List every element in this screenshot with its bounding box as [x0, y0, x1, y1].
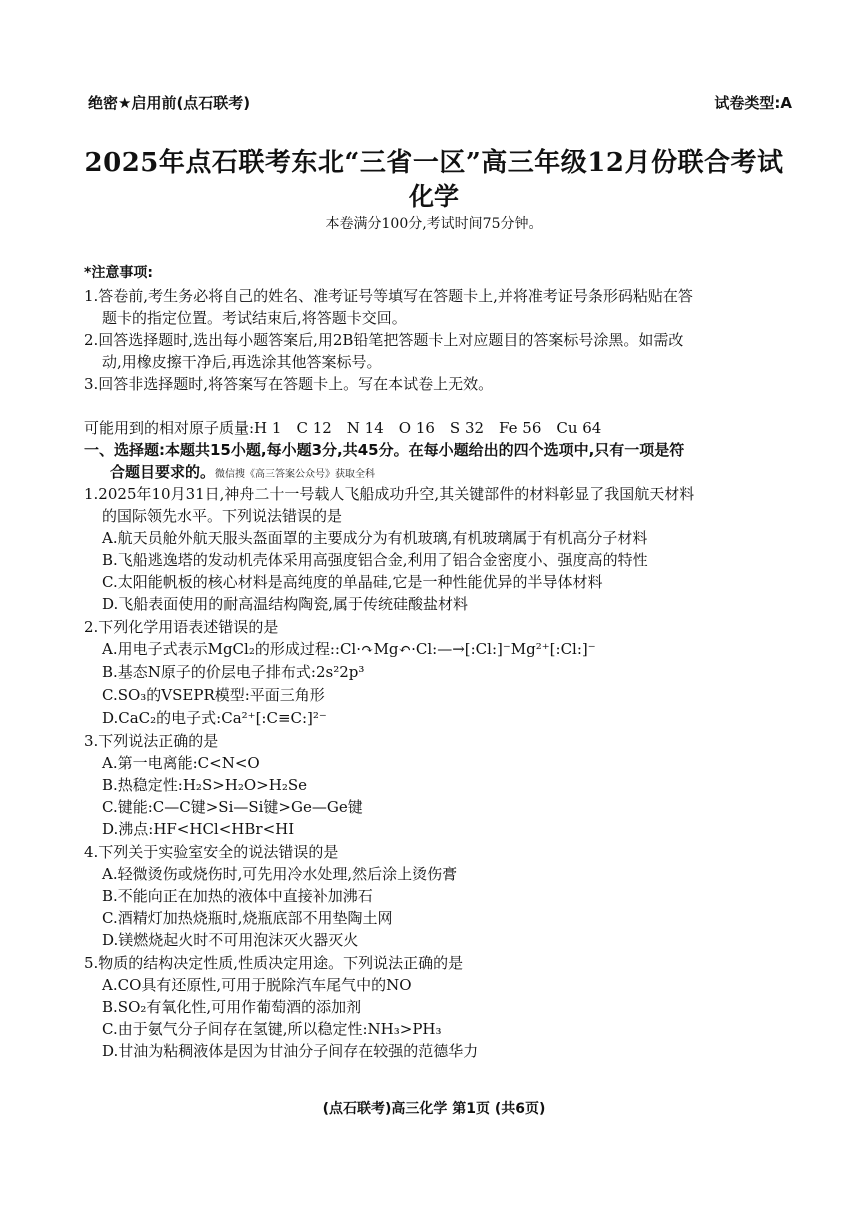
question-stem: 5.物质的结构决定性质,性质决定用途。下列说法正确的是 [84, 954, 464, 972]
section-heading: 一、选择题:本题共15小题,每小题3分,共45分。在每小题给出的四个选项中,只有一项是符 [84, 441, 685, 459]
notice-line: 3.回答非选择题时,将答案写在答题卡上。写在本试卷上无效。 [84, 375, 494, 393]
option: A.用电子式表示MgCl₂的形成过程::Cl·↷Mg↶·Cl:—→[:Cl:]⁻Mg²⁺[:Cl:]⁻ [102, 640, 596, 658]
option: A.CO具有还原性,可用于脱除汽车尾气中的NO [102, 976, 412, 994]
notice-line: 1.答卷前,考生务必将自己的姓名、准考证号等填写在答题卡上,并将准考证号条形码粘贴在答 [84, 287, 693, 305]
option: D.甘油为粘稠液体是因为甘油分子间存在较强的范德华力 [102, 1042, 479, 1060]
option: D.CaC₂的电子式:Ca²⁺[:C≡C:]²⁻ [102, 709, 327, 727]
atomic-mass-line: 可能用到的相对原子质量:H 1 C 12 N 14 O 16 S 32 Fe 56 Cu 64 [84, 419, 602, 437]
option: B.飞船逃逸塔的发动机壳体采用高强度铝合金,利用了铝合金密度小、强度高的特性 [102, 551, 648, 569]
page-title: 2025年点石联考东北“三省一区”高三年级12月份联合考试 [84, 148, 784, 178]
option: A.第一电离能:C<N<O [102, 754, 260, 772]
paper-type-label: 试卷类型:A [714, 94, 792, 112]
notice-heading: *注意事项: [84, 265, 153, 281]
question-stem: 3.下列说法正确的是 [84, 732, 219, 750]
notice-line: 2.回答选择题时,选出每小题答案后,用2B铅笔把答题卡上对应题目的答案标号涂黑。如需改 [84, 331, 684, 349]
page-subtitle: 化学 [408, 182, 459, 211]
option: C.酒精灯加热烧瓶时,烧瓶底部不用垫陶土网 [102, 909, 393, 927]
option: C.SO₃的VSEPR模型:平面三角形 [102, 686, 325, 704]
option: A.轻微烫伤或烧伤时,可先用冷水处理,然后涂上烫伤膏 [102, 865, 458, 883]
notice-line: 题卡的指定位置。考试结束后,将答题卡交回。 [102, 309, 407, 327]
page-footer: (点石联考)高三化学 第1页 (共6页) [322, 1101, 546, 1117]
watermark-text: 微信搜《高三答案公众号》获取全科 [215, 469, 376, 480]
section-heading-line2: 合题目要求的。 [110, 463, 216, 481]
option: B.热稳定性:H₂S>H₂O>H₂Se [102, 776, 307, 794]
question-stem: 1.2025年10月31日,神舟二十一号载人飞船成功升空,其关键部件的材料彰显了我国航天材料 [84, 485, 695, 503]
option: D.飞船表面使用的耐高温结构陶瓷,属于传统硅酸盐材料 [102, 595, 469, 613]
confidential-label: 绝密★启用前(点石联考) [88, 94, 251, 112]
exam-info: 本卷满分100分,考试时间75分钟。 [325, 216, 543, 232]
notice-line: 动,用橡皮擦干净后,再选涂其他答案标号。 [102, 353, 382, 371]
question-stem: 2.下列化学用语表述错误的是 [84, 618, 279, 636]
option: C.键能:C—C键>Si—Si键>Ge—Ge键 [102, 798, 363, 816]
option: A.航天员舱外航天服头盔面罩的主要成分为有机玻璃,有机玻璃属于有机高分子材料 [102, 529, 648, 547]
option: C.由于氨气分子间存在氢键,所以稳定性:NH₃>PH₃ [102, 1020, 442, 1038]
option: C.太阳能帆板的核心材料是高纯度的单晶硅,它是一种性能优异的半导体材料 [102, 573, 603, 591]
option: D.沸点:HF<HCl<HBr<HI [102, 820, 295, 838]
option: B.基态N原子的价层电子排布式:2s²2p³ [102, 663, 365, 681]
question-stem: 4.下列关于实验室安全的说法错误的是 [84, 843, 339, 861]
question-stem: 的国际领先水平。下列说法错误的是 [102, 507, 343, 525]
option: B.不能向正在加热的液体中直接补加沸石 [102, 887, 373, 905]
option: D.镁燃烧起火时不可用泡沫灭火器灭火 [102, 931, 359, 949]
option: B.SO₂有氧化性,可用作葡萄酒的添加剂 [102, 998, 362, 1016]
